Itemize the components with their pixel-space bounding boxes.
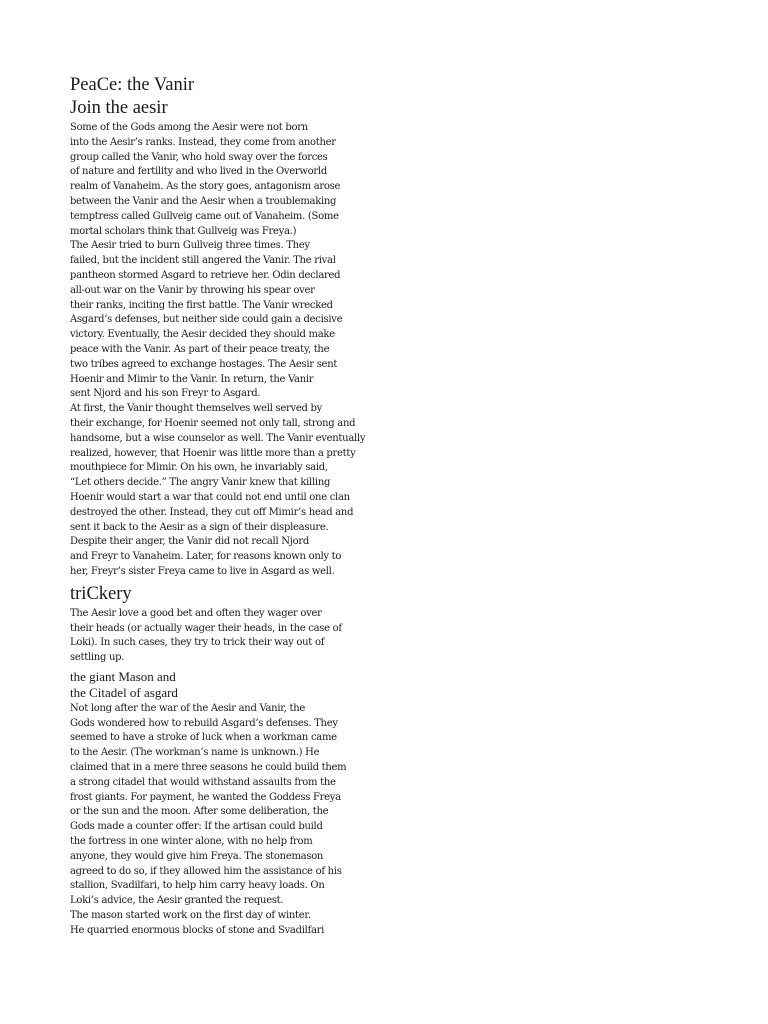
document-page bbox=[70, 74, 410, 939]
body-line: Loki’s advice, the Aesir granted the request. bbox=[70, 895, 284, 907]
section-peace-vanir bbox=[70, 74, 410, 580]
subsection-heading-mason-line-2: the Citadel of asgard bbox=[70, 684, 178, 700]
body-line: agreed to do so, if they allowed him the assistance of his bbox=[70, 865, 342, 877]
subsection-heading-mason-line-1: the giant Mason and bbox=[70, 668, 176, 684]
body-line: to the Aesir. (The workman’s name is unknown.) He bbox=[70, 747, 320, 759]
body-line: Hoenir would start a war that could not end until one clan bbox=[70, 491, 350, 503]
body-line: failed, but the incident still angered the Vanir. The rival bbox=[70, 255, 336, 267]
body-line: all-out war on the Vanir by throwing his spear over bbox=[70, 284, 315, 296]
body-line: realized, however, that Hoenir was little more than a pretty bbox=[70, 447, 356, 459]
body-line: anyone, they would give him Freya. The stonemason bbox=[70, 850, 324, 862]
body-line: and Freyr to Vanaheim. Later, for reasons known only to bbox=[70, 551, 342, 563]
body-line: or the sun and the moon. After some deliberation, the bbox=[70, 806, 329, 818]
body-line: Not long after the war of the Aesir and Vanir, the bbox=[70, 702, 305, 714]
body-line: peace with the Vanir. As part of their peace treaty, the bbox=[70, 343, 330, 355]
body-line: claimed that in a mere three seasons he could build them bbox=[70, 762, 347, 774]
body-line: their exchange, for Hoenir seemed not only tall, strong and bbox=[70, 417, 356, 429]
body-line: mortal scholars think that Gullveig was Freya.) bbox=[70, 225, 297, 237]
section-body-peace bbox=[70, 121, 410, 580]
body-line: The mason started work on the first day of winter. bbox=[70, 910, 311, 922]
body-line: destroyed the other. Instead, they cut off Mimir’s head and bbox=[70, 506, 354, 518]
body-line: At first, the Vanir thought themselves well served by bbox=[70, 403, 323, 415]
body-line: group called the Vanir, who hold sway over the forces bbox=[70, 151, 328, 163]
body-line: sent it back to the Aesir as a sign of their displeasure. bbox=[70, 521, 329, 533]
body-line: Gods wondered how to rebuild Asgard’s defenses. They bbox=[70, 717, 338, 729]
body-line: the fortress in one winter alone, with no help from bbox=[70, 836, 313, 848]
section-body-mason bbox=[70, 702, 410, 939]
body-line: temptress called Gullveig came out of Vanaheim. (Some bbox=[70, 210, 339, 222]
section-trickery bbox=[70, 583, 410, 666]
body-line: Loki). In such cases, they try to trick their way out of bbox=[70, 637, 325, 649]
body-line: two tribes agreed to exchange hostages. The Aesir sent bbox=[70, 358, 338, 370]
body-line: frost giants. For payment, he wanted the Goddess Freya bbox=[70, 791, 341, 803]
section-heading-trickery: triCkery bbox=[70, 583, 132, 604]
body-line: sent Njord and his son Freyr to Asgard. bbox=[70, 388, 261, 400]
body-line: settling up. bbox=[70, 652, 125, 664]
body-line: He quarried enormous blocks of stone and Svadilfari bbox=[70, 924, 325, 936]
body-line: mouthpiece for Mimir. On his own, he invariably said, bbox=[70, 462, 328, 474]
body-line: Asgard’s defenses, but neither side could gain a decisive bbox=[70, 314, 343, 326]
body-line: their heads (or actually wager their heads, in the case of bbox=[70, 622, 342, 634]
body-line: Despite their anger, the Vanir did not recall Njord bbox=[70, 536, 309, 548]
body-line: The Aesir love a good bet and often they wager over bbox=[70, 607, 322, 619]
body-line: handsome, but a wise counselor as well. The Vanir eventually bbox=[70, 432, 366, 444]
section-giant-mason bbox=[70, 669, 410, 939]
body-line: of nature and fertility and who lived in the Overworld bbox=[70, 166, 327, 178]
section-body-trickery bbox=[70, 607, 410, 666]
body-line: stallion, Svadilfari, to help him carry heavy loads. On bbox=[70, 880, 325, 892]
body-line: a strong citadel that would withstand assaults from the bbox=[70, 776, 336, 788]
body-line: Hoenir and Mimir to the Vanir. In return, the Vanir bbox=[70, 373, 314, 385]
body-line: seemed to have a stroke of luck when a workman came bbox=[70, 732, 337, 744]
body-line: between the Vanir and the Aesir when a troublemaking bbox=[70, 195, 337, 207]
section-heading-peace-line-2: Join the aesir bbox=[70, 98, 168, 118]
body-line: Gods made a counter offer: If the artisan could build bbox=[70, 821, 323, 833]
body-line: The Aesir tried to burn Gullveig three times. They bbox=[70, 240, 310, 252]
body-line: victory. Eventually, the Aesir decided they should make bbox=[70, 329, 335, 341]
body-line: their ranks, inciting the first battle. The Vanir wrecked bbox=[70, 299, 333, 311]
body-line: realm of Vanaheim. As the story goes, antagonism arose bbox=[70, 181, 341, 193]
section-heading-peace-line-1: PeaCe: the Vanir bbox=[70, 75, 194, 95]
body-line: “Let others decide.” The angry Vanir knew that killing bbox=[70, 477, 331, 489]
body-line: Some of the Gods among the Aesir were not born bbox=[70, 122, 308, 133]
body-line: pantheon stormed Asgard to retrieve her. Odin declared bbox=[70, 269, 341, 281]
body-line: into the Aesir’s ranks. Instead, they come from another bbox=[70, 136, 336, 148]
body-line: her, Freyr’s sister Freya came to live in Asgard as well. bbox=[70, 565, 335, 577]
